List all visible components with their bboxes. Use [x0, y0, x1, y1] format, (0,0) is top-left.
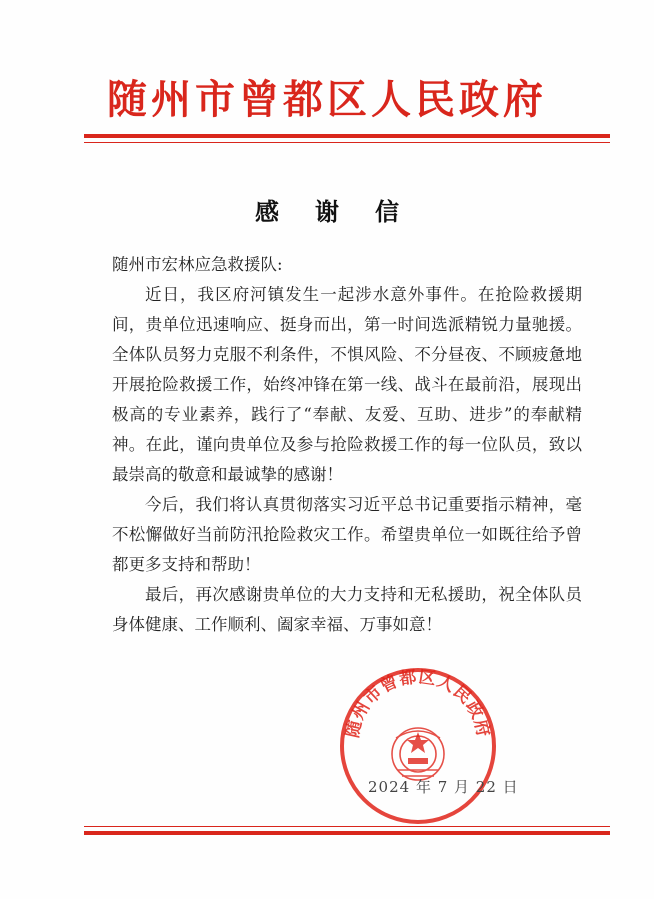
letterhead-title: 随州市曾都区人民政府	[107, 76, 547, 123]
footer-rule-thick	[84, 831, 610, 835]
salutation: 随州市宏林应急救援队:	[112, 255, 283, 274]
footer-rule-thin	[84, 826, 610, 827]
paragraph-1: 近日，我区府河镇发生一起涉水意外事件。在抢险救援期间，贵单位迅速响应、挺身而出，第一时间选派精锐力量驰援。全体队员努力克服不利条件，不惧风险、不分昼夜、不顾疲惫地开展抢险救援工作，始终冲锋在第一线、战斗在最前沿，展现出极高的专业素养，践行了“奉献、友爱、互助、进步”的奉献精神。在此，谨向贵单位及参与抢险救援工作的每一位队员，致以最崇高的敬意和最诚挚的感谢！	[112, 285, 582, 484]
letterhead-rule-thick	[84, 134, 610, 138]
paragraph-2: 今后，我们将认真贯彻落实习近平总书记重要指示精神，毫不松懈做好当前防汛抢险救灾工作。希望贵单位一如既往给予曾都更多支持和帮助！	[112, 495, 582, 574]
letter-date: 2024 年 7 月 22 日	[368, 778, 519, 796]
letter-body	[112, 250, 582, 640]
document-title: 感谢信	[255, 198, 435, 226]
paragraph-3: 最后，再次感谢贵单位的大力支持和无私援助，祝全体队员身体健康、工作顺利、阖家幸福、万事如意！	[112, 585, 582, 634]
svg-text:随州市曾都区人民政府: 随州市曾都区人民政府	[342, 667, 494, 740]
official-seal-icon	[338, 666, 498, 826]
letterhead-rule-thin	[84, 142, 610, 143]
